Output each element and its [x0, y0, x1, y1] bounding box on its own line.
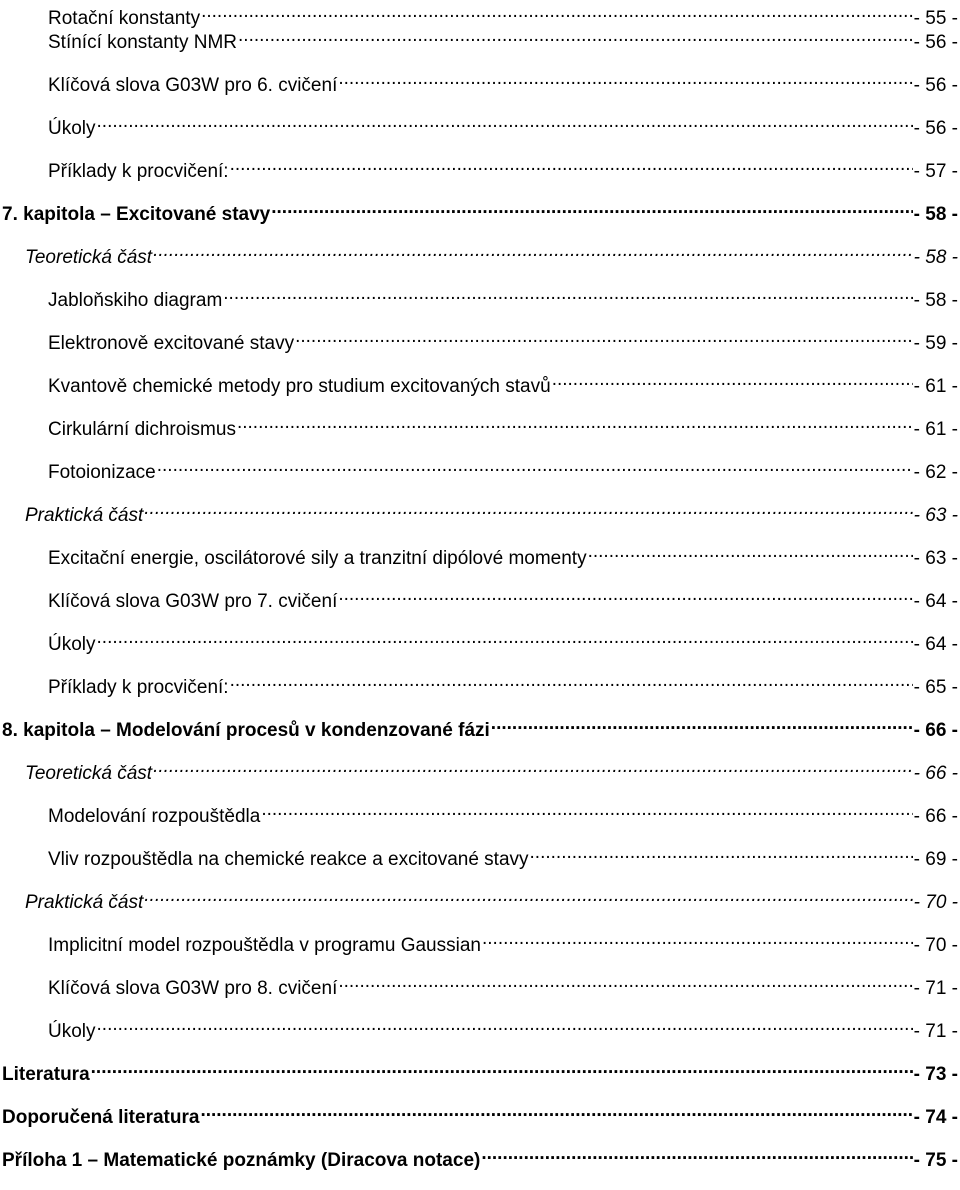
toc-entry-page: - 66 -: [914, 805, 958, 829]
toc-entry-page: - 61 -: [914, 418, 958, 442]
toc-entry-title: Jabloňskiho diagram: [48, 290, 223, 311]
toc-entry-title: Elektronově excitované stavy: [48, 333, 295, 354]
dot-leader: [530, 841, 913, 865]
toc-entry-title: Klíčová slova G03W pro 8. cvičení: [48, 978, 338, 999]
toc-entry-title: 8. kapitola – Modelování procesů v kondenzované fázi: [2, 720, 490, 741]
dot-leader: [588, 540, 913, 564]
toc-entry-page: - 75 -: [914, 1149, 958, 1173]
toc-entry-page: - 62 -: [914, 461, 958, 485]
toc-entry-page: - 66 -: [914, 762, 958, 786]
toc-entry[interactable]: [0, 669, 960, 712]
toc-entry-title: Rotační konstanty: [48, 8, 201, 29]
dot-leader: [261, 798, 912, 822]
toc-entry-title: Úkoly: [48, 634, 96, 655]
toc-entry[interactable]: [0, 0, 960, 29]
toc-entry[interactable]: [0, 927, 960, 970]
toc-entry-page: - 70 -: [914, 891, 958, 915]
dot-leader: [237, 411, 913, 435]
toc-entry-title: Praktická část: [25, 892, 144, 913]
toc-entry[interactable]: [0, 626, 960, 669]
toc-entry[interactable]: [0, 970, 960, 1013]
toc-entry-page: - 63 -: [914, 504, 958, 528]
toc-entry[interactable]: [0, 282, 960, 325]
dot-leader: [295, 325, 913, 349]
dot-leader: [271, 196, 912, 220]
toc-entry-title: Teoretická část: [25, 247, 153, 268]
dot-leader: [491, 712, 913, 736]
toc-entry-title: Literatura: [2, 1064, 90, 1085]
toc-entry[interactable]: [0, 411, 960, 454]
toc-entry-chapter[interactable]: [0, 1142, 960, 1185]
toc-entry-title: Implicitní model rozpouštědla v programu Gaussian: [48, 935, 481, 956]
dot-leader: [153, 239, 913, 263]
dot-leader: [230, 153, 913, 177]
dot-leader: [223, 282, 912, 306]
toc-entry-page: - 58 -: [914, 203, 958, 227]
toc-entry-page: - 56 -: [914, 117, 958, 141]
toc-entry[interactable]: [0, 110, 960, 153]
toc-entry[interactable]: [0, 454, 960, 497]
dot-leader: [91, 1056, 913, 1080]
toc-entry-title: Fotoionizace: [48, 462, 156, 483]
toc-entry-page: - 56 -: [914, 74, 958, 98]
toc-entry[interactable]: [0, 368, 960, 411]
toc-entry-title: 7. kapitola – Excitované stavy: [2, 204, 271, 225]
toc-entry-page: - 65 -: [914, 676, 958, 700]
dot-leader: [200, 1099, 912, 1123]
toc-entry-title: Příklady k procvičení:: [48, 677, 229, 698]
toc-entry-page: - 63 -: [914, 547, 958, 571]
toc-entry[interactable]: [0, 798, 960, 841]
toc-entry-page: - 64 -: [914, 590, 958, 614]
toc-entry-title: Excitační energie, oscilátorové sily a tranzitní dipólové momenty: [48, 548, 587, 569]
toc-entry-title: Praktická část: [25, 505, 144, 526]
dot-leader: [238, 24, 913, 48]
dot-leader: [97, 110, 913, 134]
toc-entry-title: Kvantově chemické metody pro studium excitovaných stavů: [48, 376, 551, 397]
toc-entry-title: Doporučená literatura: [2, 1107, 200, 1128]
dot-leader: [230, 669, 913, 693]
toc-entry-chapter[interactable]: [0, 712, 960, 755]
toc-entry[interactable]: [0, 583, 960, 626]
toc-entry-title: Příloha 1 – Matematické poznámky (Diracova notace): [2, 1150, 481, 1171]
toc-entry-page: - 70 -: [914, 934, 958, 958]
toc-entry[interactable]: [0, 540, 960, 583]
toc-entry-page: - 58 -: [914, 289, 958, 313]
toc-entry-page: - 55 -: [914, 7, 958, 31]
toc-entry-page: - 66 -: [914, 719, 958, 743]
toc-entry-page: - 71 -: [914, 977, 958, 1001]
toc-entry-chapter[interactable]: [0, 1056, 960, 1099]
toc-entry-title: Příklady k procvičení:: [48, 161, 229, 182]
toc-entry-title: Modelování rozpouštědla: [48, 806, 261, 827]
toc-entry-chapter[interactable]: [0, 196, 960, 239]
toc-entry-title: Klíčová slova G03W pro 7. cvičení: [48, 591, 338, 612]
dot-leader: [144, 497, 912, 521]
toc-entry-page: - 73 -: [914, 1063, 958, 1087]
toc-entry-page: - 69 -: [914, 848, 958, 872]
toc-entry-page: - 57 -: [914, 160, 958, 184]
toc-entry[interactable]: [0, 325, 960, 368]
dot-leader: [97, 626, 913, 650]
toc-entry-section[interactable]: [0, 884, 960, 927]
toc-entry-page: - 59 -: [914, 332, 958, 356]
toc-entry-page: - 74 -: [914, 1106, 958, 1130]
toc-entry-title: Cirkulární dichroismus: [48, 419, 236, 440]
dot-leader: [201, 0, 913, 24]
toc-entry-page: - 61 -: [914, 375, 958, 399]
toc-entry-title: Teoretická část: [25, 763, 153, 784]
toc-entry-page: - 56 -: [914, 31, 958, 55]
toc-entry-title: Stínící konstanty NMR: [48, 32, 238, 53]
dot-leader: [153, 755, 913, 779]
toc-entry[interactable]: [0, 153, 960, 196]
toc-entry[interactable]: [0, 1013, 960, 1056]
toc-entry[interactable]: [0, 24, 960, 67]
dot-leader: [157, 454, 913, 478]
dot-leader: [481, 1142, 912, 1166]
toc-entry-title: Úkoly: [48, 118, 96, 139]
toc-entry[interactable]: [0, 841, 960, 884]
toc-entry-title: Klíčová slova G03W pro 6. cvičení: [48, 75, 338, 96]
dot-leader: [97, 1013, 913, 1037]
toc-entry-section[interactable]: [0, 239, 960, 282]
toc-entry-chapter[interactable]: [0, 1099, 960, 1142]
toc-entry-page: - 71 -: [914, 1020, 958, 1044]
dot-leader: [338, 583, 912, 607]
dot-leader: [552, 368, 913, 392]
dot-leader: [338, 970, 912, 994]
toc-entry-section[interactable]: [0, 755, 960, 798]
dot-leader: [338, 67, 912, 91]
toc-entry-title: Úkoly: [48, 1021, 96, 1042]
dot-leader: [144, 884, 912, 908]
toc-entry[interactable]: [0, 67, 960, 110]
toc-entry-section[interactable]: [0, 497, 960, 540]
toc-entry-page: - 58 -: [914, 246, 958, 270]
toc-entry-title: Vliv rozpouštědla na chemické reakce a excitované stavy: [48, 849, 529, 870]
toc-entry-page: - 64 -: [914, 633, 958, 657]
dot-leader: [482, 927, 913, 951]
